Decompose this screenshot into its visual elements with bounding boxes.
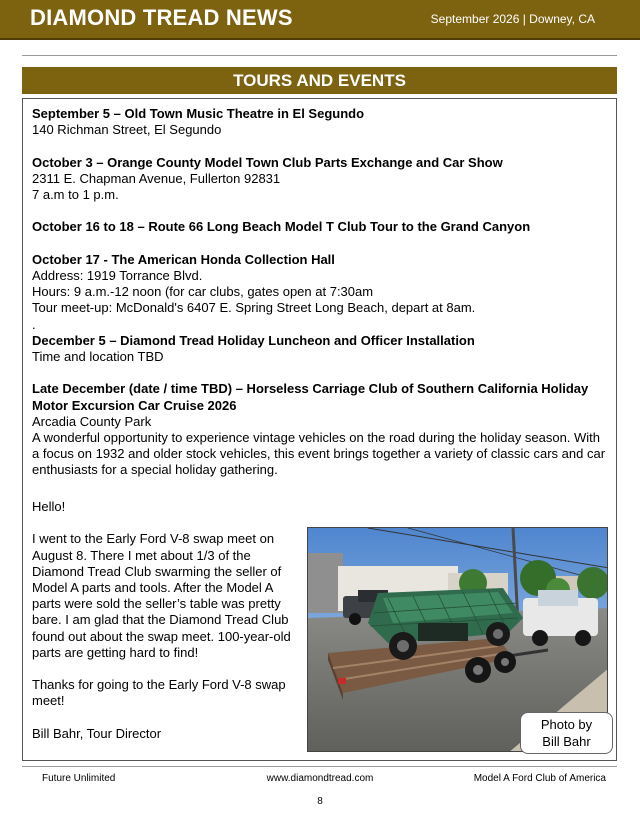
event-item: [32, 333, 610, 365]
event-detail: Arcadia County Park: [32, 413, 152, 429]
footer-right: Model A Ford Club of America: [473, 773, 606, 784]
footer-website: www.diamondtread.com: [266, 773, 374, 784]
event-detail: Tour meet-up: McDonald's 6407 E. Spring Street Long Beach, depart at 8am.: [32, 300, 476, 316]
letter-greeting: Hello!: [32, 499, 66, 514]
issue-date-location: September 2026 | Downey, CA: [430, 12, 595, 26]
event-item: [32, 252, 610, 333]
event-title: December 5 – Diamond Tread Holiday Luncheon and Officer Installation: [32, 332, 475, 348]
event-title: Late December (date / time TBD) – Horseless Carriage Club of Southern California Holiday Motor Excursion Car Cruise 2026: [32, 381, 589, 413]
masthead: [0, 0, 640, 40]
event-item: [32, 219, 610, 235]
event-detail: Address: 1919 Torrance Blvd.: [32, 267, 203, 283]
photo-caption: [520, 712, 613, 754]
event-item: [32, 155, 610, 204]
newsletter-title: DIAMOND TREAD NEWS: [30, 5, 293, 30]
event-detail: A wonderful opportunity to experience vintage vehicles on the road during the holiday season. With a focus on 1932 and older stock vehicles, this event brings together a variety of classic cars and car enthusiasts for a special holiday gathering.: [32, 429, 606, 478]
content-box: [22, 98, 617, 761]
bottom-divider: [22, 766, 617, 767]
event-detail: Time and location TBD: [32, 348, 164, 364]
event-title: October 16 to 18 – Route 66 Long Beach Model T Club Tour to the Grand Canyon: [32, 219, 531, 235]
event-title: October 17 - The American Honda Collection Hall: [32, 251, 335, 267]
event-detail: 140 Richman Street, El Segundo: [32, 122, 222, 138]
page-number: 8: [317, 796, 323, 807]
caption-line: Photo by: [540, 717, 593, 732]
event-detail: 2311 E. Chapman Avenue, Fullerton 92831: [32, 170, 281, 186]
top-divider: [22, 55, 617, 56]
letter-signature: Bill Bahr, Tour Director: [32, 725, 162, 741]
event-detail: .: [32, 316, 36, 332]
footer-left: Future Unlimited: [42, 773, 116, 784]
letter-thanks: Thanks for going to the Early Ford V-8 swap meet!: [32, 677, 286, 709]
event-title: October 3 – Orange County Model Town Club Parts Exchange and Car Show: [32, 154, 503, 170]
event-detail: 7 a.m to 1 p.m.: [32, 187, 119, 202]
event-detail: Hours: 9 a.m.-12 noon (for car clubs, gates open at 7:30am: [32, 284, 374, 300]
letter-body: I went to the Early Ford V-8 swap meet on August 8. There I met about 1/3 of the Diamond Tread Club swarming the seller of Model A parts and tools. After the Model A parts were sold the seller’s table was pretty bare. I am glad that the Diamond Tread Club found out about the swap meet. 100-year-old parts are getting hard to find!: [32, 531, 291, 660]
section-title: TOURS AND EVENTS: [22, 67, 617, 94]
events-list: [32, 106, 610, 479]
event-item: [32, 381, 610, 478]
event-item: [32, 106, 610, 138]
tour-director-letter: [32, 499, 304, 742]
caption-line: Bill Bahr: [542, 734, 591, 749]
event-title: September 5 – Old Town Music Theatre in El Segundo: [32, 106, 365, 121]
